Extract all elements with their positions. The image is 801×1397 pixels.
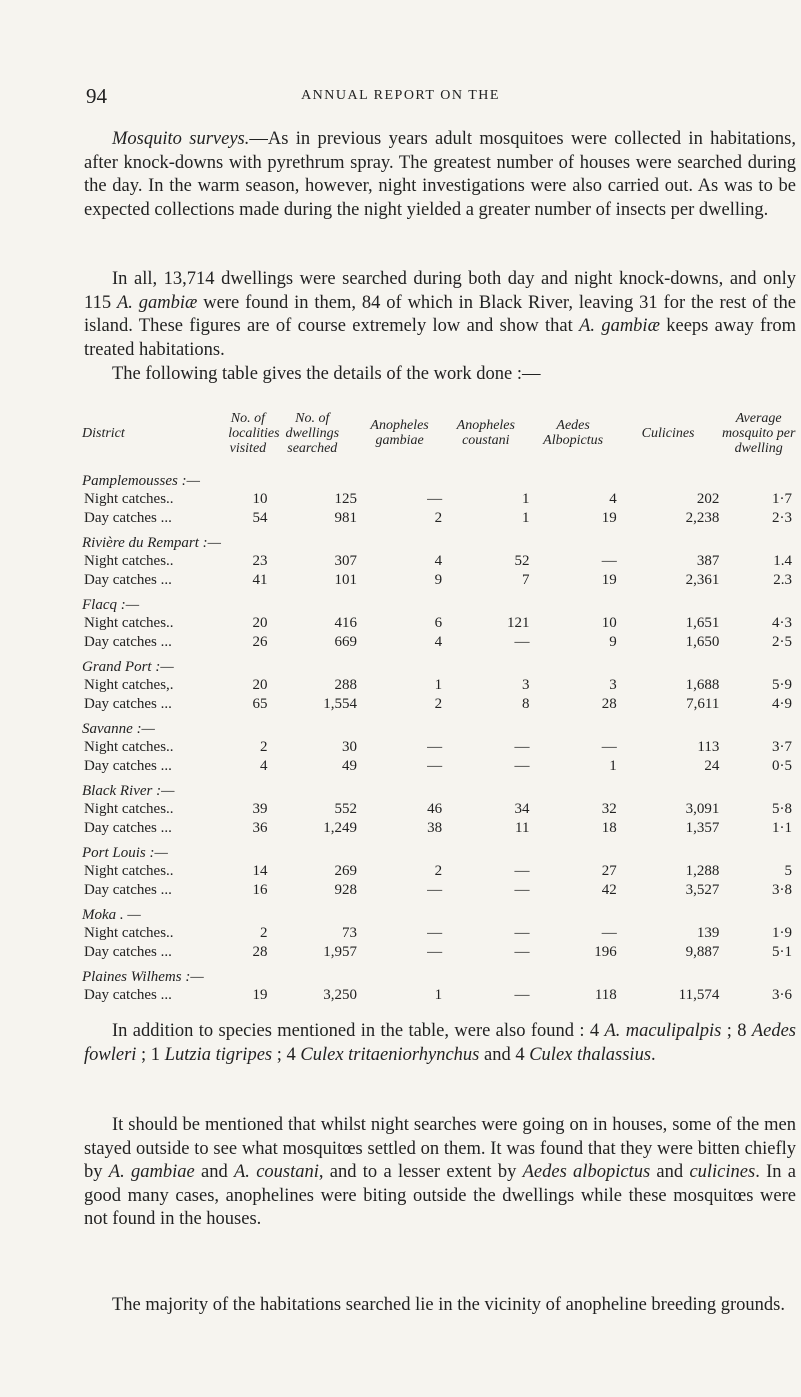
species-name: A. coustani: [233, 1162, 319, 1182]
district-name: Moka . —: [82, 907, 141, 923]
table-cell: 5·8: [772, 801, 792, 817]
table-cell: Day catches ...: [84, 944, 172, 960]
text-run: keeps away from treated habitations.: [84, 316, 797, 360]
table-cell: 9: [434, 572, 443, 588]
table-cell: 4: [609, 491, 617, 507]
table-cell: 2·5: [772, 634, 792, 650]
table-cell: 4·3: [772, 615, 792, 631]
table-cell: 10: [601, 615, 617, 631]
table-cell: Night catches..: [84, 863, 174, 879]
table-cell: 41: [252, 572, 268, 588]
table-cell: 416: [334, 615, 358, 631]
table-cell: 39: [252, 801, 268, 817]
table-row: [82, 490, 798, 509]
table-cell: 14: [252, 863, 268, 879]
species-name: Aedes albopictus: [522, 1162, 651, 1182]
mosquito-catch-table: [82, 400, 798, 1005]
table-cell: —: [514, 739, 530, 755]
district-group-row: [82, 900, 798, 924]
table-cell: 7,611: [686, 696, 720, 712]
table-cell: 1,554: [323, 696, 358, 712]
district-group-row: [82, 714, 798, 738]
table-cell: 1: [434, 677, 443, 693]
table-cell: 269: [334, 863, 358, 879]
table-cell: 387: [696, 553, 720, 569]
table-cell: 19: [601, 572, 617, 588]
table-row: [82, 676, 798, 695]
table-cell: 7: [521, 572, 530, 588]
table-cell: Day catches ...: [84, 820, 172, 836]
table-cell: 9: [609, 634, 617, 650]
table-cell: 121: [506, 615, 530, 631]
table-cell: 52: [514, 553, 530, 569]
table-cell: 19: [601, 510, 617, 526]
table-row: [82, 924, 798, 943]
table-cell: 3: [521, 677, 530, 693]
table-cell: —: [514, 925, 530, 941]
table-cell: —: [514, 944, 530, 960]
table-cell: —: [514, 882, 530, 898]
text-run: and 4: [479, 1044, 530, 1065]
table-cell: 2,238: [685, 510, 720, 526]
table-cell: —: [601, 553, 617, 569]
table-cell: 32: [601, 801, 617, 817]
text-run: ; 8: [721, 1021, 752, 1041]
table-cell: Day catches ...: [84, 572, 172, 588]
table-cell: —: [514, 634, 530, 650]
table-cell: 30: [342, 739, 358, 755]
table-cell: 2: [260, 925, 268, 941]
table-cell: 46: [427, 801, 443, 817]
table-cell: 1,651: [685, 615, 720, 631]
table-cell: 11: [515, 820, 530, 836]
text-run: In addition to species mentioned in the table, were also found : 4: [112, 1021, 605, 1041]
text-run: .: [651, 1044, 656, 1065]
text-run: . In a good many cases, anophelines were biting outside the dwellings while these mosquitœs were not found in the houses.: [84, 1162, 797, 1229]
species-name: A. gambiæ: [116, 292, 198, 313]
table-cell: Night catches..: [84, 553, 174, 569]
species-name: Culex thalassius: [529, 1044, 652, 1065]
table-cell: —: [427, 882, 443, 898]
table-cell: 1·9: [772, 925, 792, 941]
text-run: In all, 13,714 dwellings were searched during both day and night knock-downs, and only 115: [84, 269, 796, 313]
table-cell: 65: [252, 696, 268, 712]
district-group-row: [82, 466, 798, 490]
table-cell: 1: [521, 491, 530, 507]
paragraph-table-intro: [84, 363, 796, 387]
table-cell: 0·5: [772, 758, 792, 774]
table-row: [82, 571, 798, 590]
table-cell: 125: [334, 491, 358, 507]
species-name: culicines: [689, 1162, 756, 1182]
running-head: ANNUAL REPORT ON THE: [301, 88, 500, 103]
table-cell: 42: [601, 882, 617, 898]
species-name: A. gambiæ: [579, 316, 660, 336]
table-cell: 2: [434, 510, 443, 526]
district-group-row: [82, 528, 798, 552]
table-cell: 2.3: [773, 572, 792, 588]
closing-text: The majority of the habitations searched lie in the vicinity of anopheline breeding grounds.: [112, 1295, 786, 1315]
table-cell: 3·6: [772, 987, 792, 1003]
table-cell: 3·7: [772, 739, 792, 755]
species-name: A. maculipalpis: [604, 1021, 722, 1041]
table-cell: 202: [696, 491, 720, 507]
table-cell: 3,091: [685, 801, 720, 817]
species-name: A. gambiae: [108, 1162, 195, 1182]
table-cell: 1,249: [323, 820, 358, 836]
table-cell: 3,250: [323, 987, 358, 1003]
table-cell: 139: [696, 925, 720, 941]
table-cell: 6: [434, 615, 443, 631]
table-cell: 54: [252, 510, 268, 526]
table-row: [82, 986, 798, 1005]
table-cell: 2,361: [685, 572, 720, 588]
table-cell: 28: [601, 696, 617, 712]
header-dwellings: No. of dwellings searched: [285, 410, 340, 456]
table-cell: 288: [334, 677, 358, 693]
table-row: [82, 738, 798, 757]
table-cell: 49: [342, 758, 358, 774]
table-cell: 5: [784, 863, 792, 879]
page-number: 94: [86, 84, 107, 108]
table-row: [82, 881, 798, 900]
paragraph-outdoor-biting: [84, 1114, 796, 1232]
table-cell: 36: [252, 820, 268, 836]
table-cell: 118: [594, 987, 617, 1003]
text-run: and: [194, 1162, 234, 1182]
district-group-row: [82, 652, 798, 676]
table-cell: 2: [434, 696, 443, 712]
table-cell: Day catches ...: [84, 987, 172, 1003]
table-cell: Day catches ...: [84, 882, 172, 898]
table-row: [82, 757, 798, 776]
table-cell: Night catches..: [84, 739, 174, 755]
paragraph-title: Mosquito surveys.: [112, 129, 250, 149]
text-run: were found in them, 84 of which in Black River, leaving 31 for the rest of the island. These figures are of course extremely low and show that: [84, 292, 796, 336]
table-header-row: [82, 400, 798, 466]
table-cell: Night catches,.: [84, 677, 174, 693]
header-coustani: Anopheles coustani: [456, 418, 515, 448]
table-intro-text: The following table gives the details of the work done :—: [112, 364, 541, 384]
table-cell: 101: [334, 572, 358, 588]
header-localities: No. of localities visited: [228, 410, 280, 456]
table-cell: 928: [334, 882, 358, 898]
table-cell: Night catches..: [84, 801, 174, 817]
table-cell: 1: [434, 987, 443, 1003]
table-cell: 5·1: [772, 944, 792, 960]
paragraph-summary: [84, 268, 796, 362]
text-run: It should be mentioned that whilst night searches were going on in houses, some of the men stayed outside to see what mosquitœs settled on them. It was found that they were bitten chiefly by: [84, 1115, 796, 1182]
table-cell: 28: [252, 944, 268, 960]
table-cell: —: [514, 758, 530, 774]
table-cell: 3: [609, 677, 617, 693]
table-cell: Night catches..: [84, 491, 174, 507]
table-cell: —: [601, 925, 617, 941]
table-cell: 1,957: [323, 944, 358, 960]
table-cell: Night catches..: [84, 615, 174, 631]
table-cell: —: [427, 944, 443, 960]
district-name: Grand Port :—: [82, 659, 174, 675]
table-cell: 24: [704, 758, 720, 774]
district-name: Port Louis :—: [82, 845, 168, 861]
table-cell: 4: [434, 634, 443, 650]
table-cell: 10: [252, 491, 268, 507]
paragraph-breeding-grounds: [84, 1294, 796, 1318]
table-cell: 3,527: [685, 882, 720, 898]
table-cell: 11,574: [678, 987, 720, 1003]
district-group-row: [82, 776, 798, 800]
table-cell: 26: [252, 634, 268, 650]
table-cell: 16: [252, 882, 268, 898]
table-row: [82, 800, 798, 819]
table-cell: 1: [609, 758, 617, 774]
table-cell: 669: [334, 634, 358, 650]
table-cell: 1: [521, 510, 530, 526]
table-cell: —: [514, 863, 530, 879]
text-run: ; 1: [136, 1044, 165, 1065]
species-name: Lutzia tigripes: [164, 1044, 273, 1065]
table-cell: 4: [434, 553, 443, 569]
header-culicines: Culicines: [641, 425, 695, 441]
table-cell: 9,887: [685, 944, 720, 960]
table-cell: 73: [342, 925, 358, 941]
table-cell: 4: [260, 758, 268, 774]
table-cell: 113: [697, 739, 720, 755]
district-name: Plaines Wilhems :—: [82, 969, 204, 985]
header-average: Average mosquito per dwelling: [721, 410, 796, 456]
table-cell: Day catches ...: [84, 510, 172, 526]
table-cell: 307: [334, 553, 358, 569]
table-cell: 34: [514, 801, 530, 817]
table-cell: 2: [260, 739, 268, 755]
table-cell: —: [427, 739, 443, 755]
table-row: [82, 862, 798, 881]
table-cell: 1,288: [685, 863, 720, 879]
table-cell: 196: [594, 944, 617, 960]
table-cell: Day catches ...: [84, 634, 172, 650]
table-cell: Day catches ...: [84, 696, 172, 712]
species-name: Aedes fowleri: [84, 1021, 796, 1065]
header-albopictus: Aedes Albopictus: [543, 418, 604, 448]
table-cell: —: [427, 491, 443, 507]
table-cell: 3·8: [772, 882, 792, 898]
table-cell: 19: [252, 987, 268, 1003]
table-cell: 8: [521, 696, 530, 712]
paragraph-additional-species: [84, 1020, 796, 1067]
text-run: and: [650, 1162, 690, 1182]
text-run: , and to a lesser extent by: [318, 1162, 523, 1182]
district-name: Savanne :—: [82, 721, 155, 737]
table-row: [82, 509, 798, 528]
table-row: [82, 614, 798, 633]
table-row: [82, 633, 798, 652]
table-cell: 27: [601, 863, 617, 879]
district-name: Black River :—: [82, 783, 175, 799]
district-name: Flacq :—: [82, 597, 140, 613]
table-cell: 1,650: [685, 634, 720, 650]
district-name: Rivière du Rempart :—: [82, 535, 221, 551]
district-group-row: [82, 838, 798, 862]
table-cell: 1·7: [772, 491, 792, 507]
table-cell: 1,357: [685, 820, 720, 836]
district-name: Pamplemousses :—: [82, 473, 200, 489]
table-cell: —: [514, 987, 530, 1003]
species-name: Culex tritaeniorhynchus: [300, 1044, 480, 1065]
table-cell: 2·3: [772, 510, 792, 526]
table-cell: 4·9: [772, 696, 792, 712]
paragraph-text: —As in previous years adult mosquitoes were collected in habitations, after knock-downs with pyrethrum spray. The greatest number of houses were searched during the day. In the warm season, however, night investigations were also carried out. As was to be expected collections made during the night yielded a greater number of insects per dwelling.: [84, 129, 796, 220]
table-cell: 1·1: [772, 820, 792, 836]
district-group-row: [82, 962, 798, 986]
table-row: [82, 695, 798, 714]
table-cell: 552: [334, 801, 358, 817]
table-cell: 2: [434, 863, 443, 879]
table-row: [82, 552, 798, 571]
table-cell: —: [427, 925, 443, 941]
table-cell: 1.4: [773, 553, 792, 569]
table-cell: 981: [334, 510, 358, 526]
district-group-row: [82, 590, 798, 614]
table-cell: 5·9: [772, 677, 792, 693]
table-body: [82, 466, 798, 1005]
table-cell: —: [601, 739, 617, 755]
table-cell: 23: [252, 553, 268, 569]
table-cell: Day catches ...: [84, 758, 172, 774]
table-cell: —: [427, 758, 443, 774]
paragraph-mosquito-surveys: [84, 128, 796, 222]
table-row: [82, 819, 798, 838]
table-cell: Night catches..: [84, 925, 174, 941]
table-cell: 20: [252, 615, 268, 631]
table-cell: 38: [427, 820, 443, 836]
table-cell: 1,688: [685, 677, 720, 693]
header-district: District: [82, 425, 125, 441]
header-gambiae: Anopheles gambiae: [370, 418, 429, 448]
table-cell: 18: [601, 820, 617, 836]
table-cell: 20: [252, 677, 268, 693]
text-run: ; 4: [272, 1044, 301, 1065]
table-row: [82, 943, 798, 962]
